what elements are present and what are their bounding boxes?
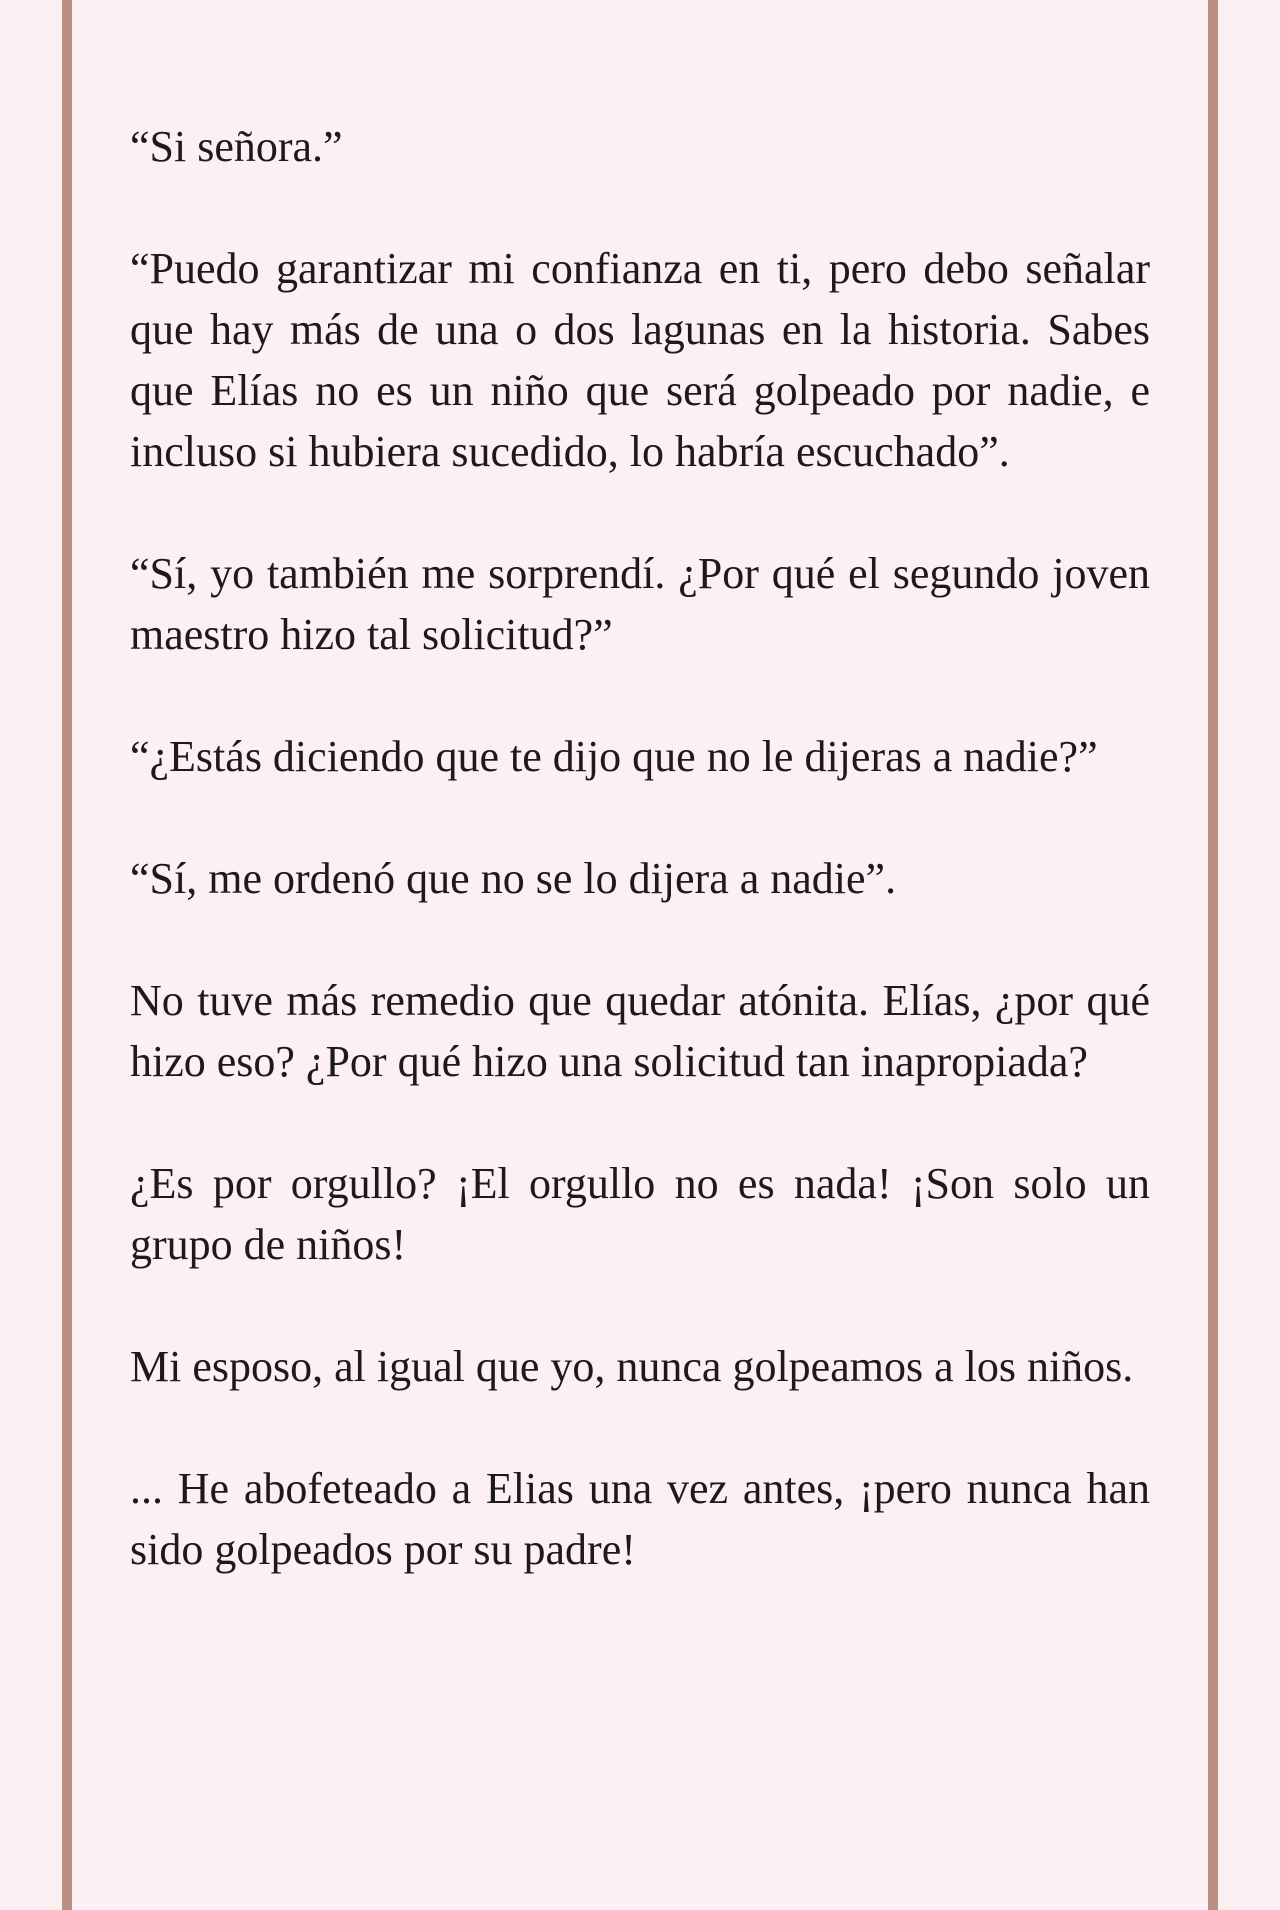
paragraph-7: ¿Es por orgullo? ¡El orgullo no es nada! ¡Son solo un grupo de niños! <box>130 1159 1150 1269</box>
paragraph-5: “Sí, me ordenó que no se lo dijera a nadie”. <box>130 854 897 903</box>
paragraph-6: No tuve más remedio que quedar atónita. Elías, ¿por qué hizo eso? ¿Por qué hizo una solicitud tan inapropiada? <box>130 976 1150 1086</box>
page-border-right <box>1208 0 1218 1910</box>
page-border-left <box>62 0 72 1910</box>
paragraph-1: “Si señora.” <box>130 122 343 171</box>
paragraph-8: Mi esposo, al igual que yo, nunca golpeamos a los niños. <box>130 1342 1134 1391</box>
paragraph-9: ... He abofeteado a Elias una vez antes, ¡pero nunca han sido golpeados por su padre! <box>130 1464 1150 1574</box>
paragraph-4: “¿Estás diciendo que te dijo que no le dijeras a nadie?” <box>130 732 1098 781</box>
story-text <box>130 116 1150 1641</box>
paragraph-3: “Sí, yo también me sorprendí. ¿Por qué el segundo joven maestro hizo tal solicitud?” <box>130 549 1150 659</box>
paragraph-2: “Puedo garantizar mi confianza en ti, pero debo señalar que hay más de una o dos lagunas en la historia. Sabes que Elías no es un niño que será golpeado por nadie, e incluso si hubiera sucedido, lo habría escuchado”. <box>130 244 1150 476</box>
